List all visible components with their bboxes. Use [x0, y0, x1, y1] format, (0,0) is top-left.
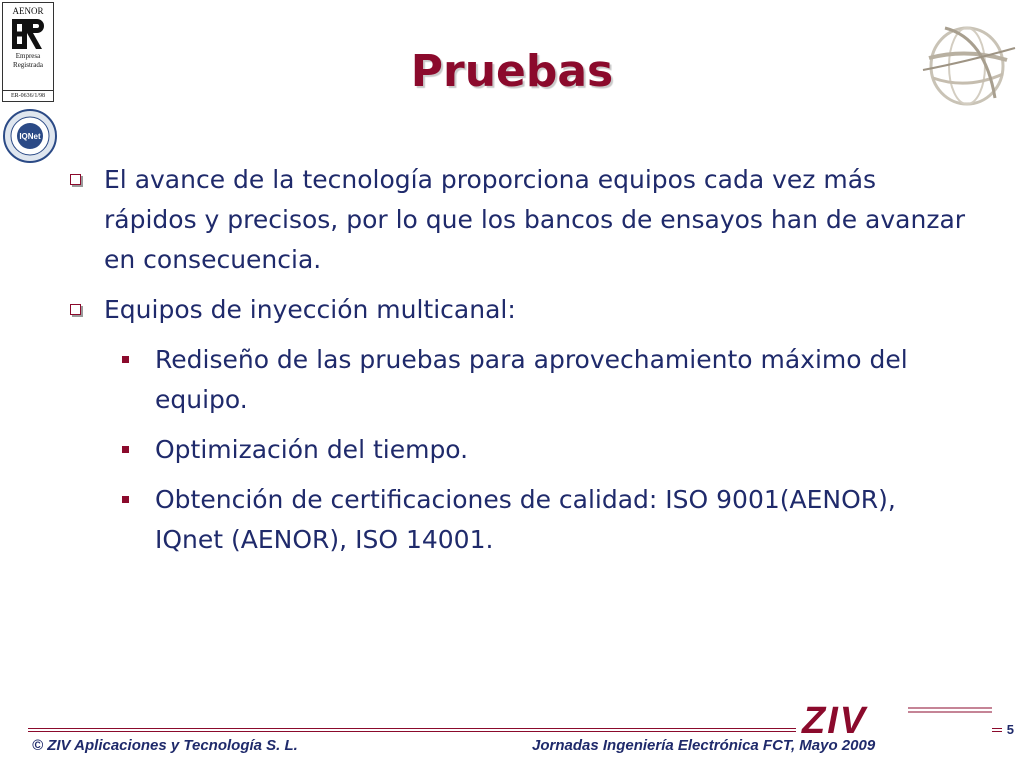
bullet-item [68, 160, 968, 280]
ziv-logo-text: ZIV [802, 700, 868, 739]
bullet-text: Equipos de inyección multicanal: [104, 295, 516, 324]
bullet-item [68, 290, 968, 330]
hollow-square-bullet-icon [70, 174, 81, 185]
sub-bullet-text: Optimización del tiempo. [155, 435, 469, 464]
sub-bullet-text: Rediseño de las pruebas para aprovechamiento máximo del equipo. [155, 345, 908, 414]
slide-title: Pruebas [410, 46, 614, 97]
aenor-sub-1: Empresa [15, 52, 41, 60]
sub-bullet-text: Obtención de certificaciones de calidad: ISO 9001(AENOR), IQnet (AENOR), ISO 14001. [155, 485, 896, 554]
square-bullet-icon [122, 446, 129, 453]
sub-bullet-item [68, 480, 968, 560]
square-bullet-icon [122, 496, 129, 503]
bullet-text: El avance de la tecnología proporciona equipos cada vez más rápidos y precisos, por lo que los bancos de ensayos han de avanzar en consecuencia. [104, 165, 966, 274]
footer-copyright: © ZIV Aplicaciones y Tecnología S. L. [32, 737, 298, 754]
sub-bullet-item [68, 340, 968, 420]
aenor-label: AENOR [12, 6, 44, 16]
square-bullet-icon [122, 356, 129, 363]
slide-content [68, 160, 968, 570]
iqnet-seal-icon [2, 108, 58, 164]
footer-event: Jornadas Ingeniería Electrónica FCT, Mayo 2009 [532, 737, 876, 754]
ziv-logo [796, 699, 992, 739]
hollow-square-bullet-icon [70, 304, 81, 315]
svg-text:IQNet: IQNet [19, 132, 41, 141]
sub-bullet-item [68, 430, 968, 470]
aenor-code: ER-0636/1/98 [3, 90, 53, 101]
aenor-sub-2: Registrada [13, 61, 43, 69]
page-number: 5 [1006, 722, 1014, 737]
